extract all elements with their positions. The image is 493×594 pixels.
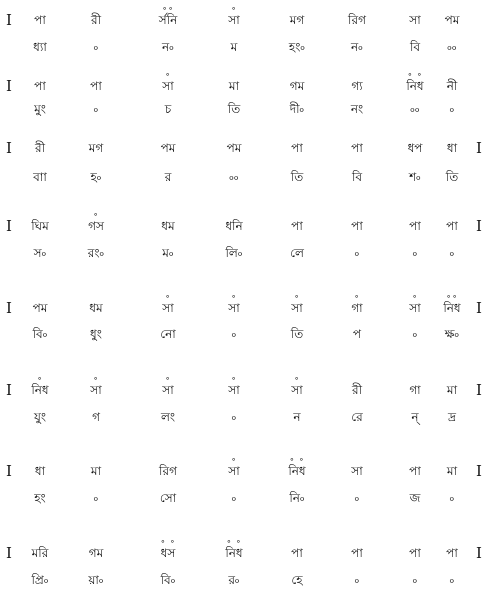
- bar-line-right: I: [476, 544, 482, 562]
- octave-dot-mark: ∘: [36, 374, 44, 383]
- swara-note: ধা: [446, 141, 458, 155]
- lyric-syllable: হং৹: [288, 40, 306, 54]
- bar-line-right: I: [476, 139, 482, 157]
- swara-note: পা: [351, 546, 363, 560]
- swara-note: গম: [289, 79, 305, 93]
- bar-line-right: I: [476, 381, 482, 399]
- octave-dot-mark: ∘: [230, 4, 238, 13]
- lyric-syllable: বি৹: [160, 573, 176, 587]
- bar-line-left: I: [6, 139, 12, 157]
- lyric-syllable: ন: [293, 410, 301, 424]
- lyric-row: [0, 35, 493, 59]
- lyric-row: [0, 405, 493, 429]
- swara-note: পা: [409, 464, 421, 478]
- octave-dot-mark: ∘ ∘: [160, 537, 176, 546]
- octave-dot-mark: ∘ ∘: [407, 70, 423, 79]
- lyric-syllable: ৹: [93, 102, 99, 116]
- swara-note: ধম: [161, 219, 175, 233]
- octave-dot-mark: ∘: [353, 292, 361, 301]
- swara-note: পা: [409, 546, 421, 560]
- swara-note: নিধ: [406, 79, 424, 93]
- lyric-syllable: শ৹: [409, 170, 421, 184]
- octave-dot-mark: ∘: [230, 374, 238, 383]
- swara-note: গা: [409, 383, 421, 397]
- swara-note: রিগ: [159, 464, 177, 478]
- lyric-syllable: দ্র: [448, 410, 456, 424]
- octave-dot-mark: ∘: [164, 374, 172, 383]
- bar-line-right: I: [476, 217, 482, 235]
- swara-note: ধা: [34, 464, 46, 478]
- swara-note: সা: [162, 383, 174, 397]
- lyric-syllable: ৹: [93, 40, 99, 54]
- lyric-syllable: ৹: [449, 102, 455, 116]
- swara-note: পা: [409, 219, 421, 233]
- octave-dot-mark: ∘: [230, 292, 238, 301]
- swara-note: পা: [291, 546, 303, 560]
- lyric-syllable: গ: [92, 410, 100, 424]
- octave-dot-mark: ∘: [293, 374, 301, 383]
- swara-note: নিধ: [31, 383, 49, 397]
- bar-line-left: I: [6, 77, 12, 95]
- swara-note: গম: [88, 546, 104, 560]
- bar-line-left: I: [6, 381, 12, 399]
- octave-dot-mark: ∘: [411, 292, 419, 301]
- lyric-syllable: ৹: [93, 491, 99, 505]
- swara-note: র্সনি: [158, 13, 178, 27]
- lyric-syllable: ম: [230, 40, 238, 54]
- swara-note: মগ: [289, 13, 305, 27]
- swara-note: সা: [409, 301, 421, 315]
- lyric-syllable: তি: [290, 327, 304, 341]
- swara-note: সা: [90, 383, 102, 397]
- octave-dot-mark: ∘ ∘: [289, 455, 305, 464]
- lyric-syllable: চ: [164, 102, 172, 116]
- bar-line-right: I: [476, 299, 482, 317]
- lyric-syllable: ৹: [449, 573, 455, 587]
- swara-note: ধপ: [407, 141, 423, 155]
- swara-note: সা: [228, 301, 240, 315]
- lyric-syllable: ন৹: [351, 40, 363, 54]
- swara-note: মা: [446, 383, 458, 397]
- swara-note: সা: [228, 464, 240, 478]
- lyric-syllable: জ: [409, 491, 421, 505]
- octave-dot-mark: ∘∘: [445, 292, 459, 301]
- swara-note: পা: [291, 219, 303, 233]
- lyric-syllable: যুং: [33, 410, 47, 424]
- swara-note: গস: [88, 219, 104, 233]
- lyric-row: [0, 97, 493, 121]
- lyric-syllable: ৹: [412, 327, 418, 341]
- swara-note: পা: [351, 219, 363, 233]
- swara-note: ঘিম: [31, 219, 49, 233]
- lyric-syllable: ৹: [354, 573, 360, 587]
- swara-note: সা: [228, 383, 240, 397]
- lyric-syllable: য়া৹: [88, 573, 104, 587]
- bar-line-left: I: [6, 462, 12, 480]
- swara-note: পা: [34, 79, 46, 93]
- bar-line-right: I: [476, 462, 482, 480]
- swara-note: রী: [351, 383, 363, 397]
- swara-note: পম: [226, 141, 242, 155]
- octave-dot-mark: ∘: [230, 455, 238, 464]
- octave-dot-mark: ∘: [164, 292, 172, 301]
- lyric-syllable: বি৹: [32, 327, 48, 341]
- lyric-syllable: র: [164, 170, 172, 184]
- lyric-row: [0, 322, 493, 346]
- lyric-syllable: ৹: [412, 573, 418, 587]
- lyric-syllable: ম৹: [162, 246, 174, 260]
- swara-note: নিধ: [443, 301, 461, 315]
- lyric-syllable: তি: [227, 102, 241, 116]
- swara-note: মা: [228, 79, 240, 93]
- lyric-syllable: নো: [160, 327, 176, 341]
- lyric-syllable: ৹: [449, 246, 455, 260]
- lyric-row: [0, 241, 493, 265]
- swara-note: পা: [351, 141, 363, 155]
- swara-note: ধনি: [225, 219, 243, 233]
- lyric-syllable: ৹: [231, 327, 237, 341]
- swara-row: [0, 296, 493, 320]
- lyric-syllable: ৹৹: [447, 40, 457, 54]
- swara-note: সা: [291, 383, 303, 397]
- swara-note: সা: [351, 464, 363, 478]
- lyric-syllable: ধ্যা: [33, 40, 47, 54]
- swara-row: [0, 459, 493, 483]
- octave-dot-mark: ∘: [164, 70, 172, 79]
- swara-note: পা: [34, 13, 46, 27]
- swara-note: সা: [162, 301, 174, 315]
- lyric-syllable: ৹: [412, 246, 418, 260]
- lyric-syllable: প্রি৹: [31, 573, 49, 587]
- swara-row: [0, 541, 493, 565]
- octave-dot-mark: ∘∘: [161, 4, 175, 13]
- swara-note: নী: [446, 79, 458, 93]
- lyric-syllable: তি: [445, 170, 459, 184]
- lyric-syllable: ৹: [354, 246, 360, 260]
- lyric-syllable: লি৹: [225, 246, 243, 260]
- swara-note: মা: [90, 464, 102, 478]
- lyric-row: [0, 568, 493, 592]
- swara-row: [0, 8, 493, 32]
- bar-line-left: I: [6, 11, 12, 29]
- swara-note: রিগ: [348, 13, 366, 27]
- lyric-syllable: ধুং: [90, 327, 102, 341]
- swara-note: পা: [446, 219, 458, 233]
- lyric-syllable: হ৹: [90, 170, 102, 184]
- swara-note: পম: [160, 141, 176, 155]
- lyric-syllable: সো: [159, 491, 177, 505]
- lyric-syllable: রে: [351, 410, 363, 424]
- lyric-syllable: দী৹: [289, 102, 305, 116]
- lyric-syllable: ক্ষ৹: [444, 327, 460, 341]
- swara-note: সা: [409, 13, 421, 27]
- swara-row: [0, 214, 493, 238]
- swara-note: গা: [351, 301, 363, 315]
- swara-note: সা: [291, 301, 303, 315]
- lyric-syllable: লং: [160, 410, 176, 424]
- swara-row: [0, 136, 493, 160]
- lyric-syllable: রং৹: [87, 246, 105, 260]
- octave-dot-mark: ∘: [293, 292, 301, 301]
- lyric-row: [0, 165, 493, 189]
- lyric-syllable: ন৹: [162, 40, 174, 54]
- lyric-syllable: ৹: [231, 491, 237, 505]
- lyric-syllable: নি৹: [289, 491, 305, 505]
- bar-line-left: I: [6, 544, 12, 562]
- swara-note: পা: [291, 141, 303, 155]
- swara-note: পা: [90, 79, 102, 93]
- octave-dot-mark: ∘: [92, 210, 100, 219]
- lyric-syllable: বি: [351, 170, 363, 184]
- swara-note: নিধ: [288, 464, 306, 478]
- lyric-syllable: বাা: [33, 170, 47, 184]
- swara-note: রী: [90, 13, 102, 27]
- lyric-syllable: ৹৹: [229, 170, 239, 184]
- swara-note: সা: [228, 13, 240, 27]
- bar-line-left: I: [6, 217, 12, 235]
- lyric-syllable: ৹: [449, 491, 455, 505]
- swara-note: পম: [444, 13, 460, 27]
- swara-row: [0, 378, 493, 402]
- swara-note: সা: [162, 79, 174, 93]
- swara-note: গ্য: [351, 79, 363, 93]
- swara-note: মরি: [31, 546, 49, 560]
- bar-line-left: I: [6, 299, 12, 317]
- swara-note: নিধ: [225, 546, 243, 560]
- lyric-syllable: র৹: [228, 573, 240, 587]
- lyric-syllable: ৹: [354, 491, 360, 505]
- swara-note: পা: [446, 546, 458, 560]
- octave-dot-mark: ∘: [92, 374, 100, 383]
- lyric-syllable: ৹৹: [410, 102, 420, 116]
- lyric-syllable: হং: [34, 491, 46, 505]
- lyric-syllable: ন্: [411, 410, 419, 424]
- swara-note: মগ: [88, 141, 104, 155]
- lyric-syllable: তি: [290, 170, 304, 184]
- swara-note: পম: [32, 301, 48, 315]
- lyric-syllable: স৹: [33, 246, 47, 260]
- swara-note: ধম: [89, 301, 103, 315]
- lyric-syllable: মুং: [34, 102, 46, 116]
- lyric-row: [0, 486, 493, 510]
- swara-note: মা: [446, 464, 458, 478]
- lyric-syllable: ৹: [231, 410, 237, 424]
- lyric-syllable: বি: [409, 40, 421, 54]
- swara-note: ধস: [160, 546, 176, 560]
- octave-dot-mark: ∘ ∘: [226, 537, 242, 546]
- swara-note: রী: [34, 141, 46, 155]
- lyric-syllable: লে: [290, 246, 304, 260]
- lyric-syllable: প: [352, 327, 362, 341]
- lyric-syllable: হে: [291, 573, 303, 587]
- lyric-syllable: নং: [350, 102, 364, 116]
